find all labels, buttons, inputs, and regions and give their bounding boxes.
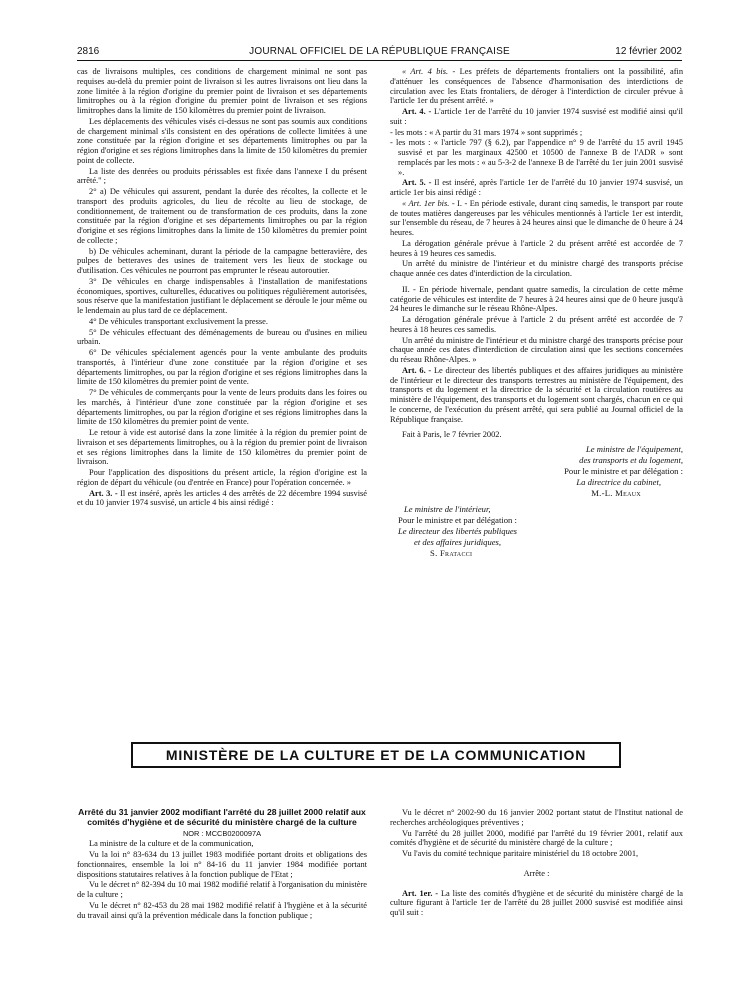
signatory-name: M.-L. Meaux: [591, 488, 641, 498]
paragraph: b) De véhicules acheminant, durant la période de la campagne betteravière, des pulpes de betteraves des usines de traitement vers les lieux de stockage ou d'utilisation. Ces véhicules ne pourront pas emprunter le réseau autoroutier.: [77, 246, 367, 275]
paragraph: 4° De véhicules transportant exclusivement la presse.: [89, 316, 268, 326]
ministry-banner: MINISTÈRE DE LA CULTURE ET DE LA COMMUNICATION: [131, 742, 621, 768]
signature-line: Le directeur des libertés publiques: [398, 526, 518, 536]
article-3: [77, 489, 367, 509]
header-rule: [77, 60, 682, 61]
article-label: Art. 3. -: [89, 488, 118, 498]
article-text: Le directeur des libertés publiques et des affaires juridiques au ministère de l'intérieur et le directeur des transports terrestres au ministère de l'équipement, des transports et du logement et la directrice de la sécurité et la circulation routières au ministère de l'équipement, des transports et du logement sont chargés, chacun en ce qui le concerne, de l'exécution du présent arrêté, qui sera publié au Journal officiel de la République française.: [390, 365, 684, 424]
signature-line: Le ministre de l'intérieur,: [404, 504, 491, 514]
signature-line: La directrice du cabinet,: [576, 477, 661, 487]
paragraph: 6° De véhicules spécialement agencés pour la vente ambulante des produits transportés, à l'intérieur d'une zone constituée par la région d'origine et ses départements limitrophes, ou par la région d'origine et ses régions limitrophes dans la limite de 150 kilomètres du premier point de vente.: [77, 348, 367, 387]
paragraph: Les déplacements des véhicules visés ci-dessus ne sont pas soumis aux conditions de chargement minimal s'ils consistent en des opérations de collecte limitées à une zone constituée par la région d'origine et ses départements limitrophes ou par la région d'origine et ses régions limitrophes dans la limite de 150 kilomètres du premier point de collecte.: [77, 116, 367, 165]
signature-line: des transports et du logement,: [579, 455, 683, 465]
article-5: [390, 178, 683, 198]
paragraph: II. - En période hivernale, pendant quatre samedis, la circulation de cette même catégorie de véhicules est interdite de 7 heures à 24 heures ainsi que de 0 heure jusqu'à 24 heures le dimanche sur le réseau Rhône-Alpes.: [390, 284, 683, 314]
decree-title: Arrêté du 31 janvier 2002 modifiant l'arrêté du 28 juillet 2000 relatif aux comités d'hygiène et de sécurité du ministère chargé de la culture: [78, 807, 366, 827]
signature-block-equipment: [390, 444, 683, 498]
paragraph: 3° De véhicules en charge indispensables à l'installation de manifestations économiques, sportives, culturelles, éducatives ou politiques régulièrement autorisées, sous réserve que la manifestation justifiant le déplacement se déroule le jour même ou le lendemain au plus tard de ce déplacement.: [77, 276, 367, 315]
journal-title: JOURNAL OFFICIEL DE LA RÉPUBLIQUE FRANÇAISE: [249, 46, 510, 57]
signing-place-date: Fait à Paris, le 7 février 2002.: [402, 430, 502, 440]
paragraph: 7° De véhicules de commerçants pour la vente de leurs produits dans les foires ou les marchés, à l'intérieur d'une zone constituée par la région d'origine et ses départements limitrophes, ou par la région d'origine et ses régions limitrophes dans la limite de 150 kilomètres du premier point de vente.: [77, 388, 367, 427]
paragraph: La liste des denrées ou produits périssables est fixée dans l'annexe I du présent arrêté." ;: [77, 166, 367, 186]
article-label: « Art. 1er bis.: [402, 198, 450, 208]
paragraph: Vu le décret n° 2002-90 du 16 janvier 2002 portant statut de l'Institut national de recherches archéologiques préventives ;: [390, 808, 683, 827]
article-text: L'article 1er de l'arrêté du 10 janvier 1974 susvisé est modifié ainsi qu'il suit :: [390, 107, 683, 126]
column-left-top: [77, 67, 367, 509]
paragraph: La dérogation générale prévue à l'article 2 du présent arrêté est accordée de 7 heures à 18 heures ces samedis.: [390, 315, 683, 334]
nor-reference: NOR : MCCB0200097A: [182, 828, 262, 838]
article-text: - I. - En période estivale, durant cinq samedis, le transport par route de toutes matières dangereuses par les véhicules mentionnés à l'article 1er est interdit, sur l'ensemble du réseau, de 7 heures à 24 heures ainsi que le dimanche de 0 heure à 24 heures.: [390, 198, 683, 237]
paragraph: Vu le décret n° 82-453 du 28 mai 1982 modifié relatif à l'hygiène et à la sécurité du travail ainsi qu'à la prévention médicale dans la fonction publique ;: [77, 900, 367, 920]
signature-line: Pour le ministre et par délégation :: [398, 515, 517, 525]
article-text: Il est inséré, après les articles 4 des arrêtés de 22 décembre 1994 susvisé et du 10 janvier 1974 susvisé, un article 4 bis ainsi rédigé :: [77, 488, 368, 508]
column-right-top: [390, 67, 683, 559]
article-text: La liste des comités d'hygiène et de sécurité du ministère chargé de la culture figurant à l'article 1er de l'arrêté du 28 juillet 2000 susvisé est modifiée ainsi qu'il suit :: [390, 888, 683, 917]
paragraph: Un arrêté du ministre de l'intérieur et du ministre chargé des transports précise pour chaque année ces dates d'interdiction de circulation ainsi que les sections concernées du réseau Rhône-Alpes. »: [390, 335, 683, 364]
page-number: 2816: [77, 46, 100, 57]
article-text: Il est inséré, après l'article 1er de l'arrêté du 10 janvier 1974 susvisé, un article 1er bis ainsi rédigé :: [390, 178, 683, 197]
paragraph: Pour l'application des dispositions du présent article, la région d'origine est la région de départ du véhicule (ou d'entrée en France) pour l'opération concernée. »: [77, 468, 367, 487]
paragraph: Le retour à vide est autorisé dans la zone limitée à la région du premier point de livraison et ses départements limitrophes, ou à la région du premier point de livraison et ses régions limitrophes dans la limite de 150 kilomètres du premier point de livraison.: [77, 428, 367, 467]
article-4bis: [390, 67, 683, 106]
paragraph: Vu la loi n° 83-634 du 13 juillet 1983 modifiée portant droits et obligations des fonctionnaires, ensemble la loi n° 84-16 du 11 janvier 1984 modifiée portant dispositions statutaires relatives à la fonction publique de l'Etat ;: [77, 850, 367, 879]
article-1bis: [390, 199, 683, 238]
paragraph: Vu le décret n° 82-394 du 10 mai 1982 modifié relatif à l'organisation du ministère de la culture ;: [77, 880, 367, 900]
article-1: [390, 889, 683, 918]
signature-line: et des affaires juridiques,: [414, 537, 502, 547]
column-right-bottom: [390, 808, 683, 919]
paragraph: 2° a) De véhicules qui assurent, pendant la durée des récoltes, la collecte et le transport des produits agricoles, du lieu de récolte au lieu de stockage, de conditionnement, de traitement ou de transformation de ces produits, dans la zone constituée par la région d'origine et ses départements limitrophes ou par la région d'origine et ses régions limitrophes dans la limite de 150 kilomètres du premier point de collecte ;: [77, 187, 367, 245]
paragraph: 5° De véhicules effectuant des déménagements de bureau ou d'usines en milieu urbain.: [77, 327, 367, 347]
article-label: Art. 6. -: [402, 365, 432, 375]
paragraph: Vu l'avis du comité technique paritaire ministériel du 18 octobre 2001,: [402, 849, 639, 858]
list-item: - les mots : « l'article 797 (§ 6.2), par l'appendice n° 9 de l'arrêté du 15 avril 1945 susvisé et par les marginaux 42500 et 10500 de l'annexe B de l'ADR » sont remplacés par les mots : « au 5-3-2 de l'annexe B de l'arrêté du 1er juin 2001 susvisé ».: [390, 138, 683, 177]
article-label: Art. 5. -: [402, 178, 432, 188]
list-item: - les mots : « A partir du 31 mars 1974 » sont supprimés ;: [390, 127, 583, 137]
article-4: [390, 107, 683, 127]
issue-date: 12 février 2002: [615, 46, 682, 57]
article-6: [390, 366, 683, 425]
article-label: Art. 1er. -: [402, 888, 439, 898]
paragraph: Un arrêté du ministre de l'intérieur et du ministre chargé des transports précise chaque année ces dates d'interdiction de la circulation.: [390, 259, 683, 278]
article-label: « Art. 4 bis.: [402, 67, 449, 76]
signature-block-interior: [390, 504, 683, 558]
column-left-bottom: [77, 808, 367, 921]
article-text: - Les préfets de départements frontaliers ont la possibilité, afin d'atténuer les conséquences de l'absence d'harmonisation des interdictions de circulation avec les Etats frontaliers, de déroger à l'interdiction de circuler prévue à l'article 1er du présent arrêté. »: [390, 67, 684, 106]
arrete-heading: Arrête :: [523, 868, 550, 878]
signatory-name: S. Fratacci: [430, 548, 473, 558]
paragraph: Vu l'arrêté du 28 juillet 2000, modifié par l'arrêté du 19 février 2001, relatif aux comités d'hygiène et de sécurité du ministère chargé de la culture ;: [390, 828, 683, 848]
paragraph: La dérogation générale prévue à l'article 2 du présent arrêté est accordée de 7 heures à 19 heures ces samedis.: [390, 238, 683, 258]
paragraph: La ministre de la culture et de la communication,: [89, 839, 254, 849]
page-header: [77, 46, 682, 60]
signature-line: Le ministre de l'équipement,: [586, 444, 683, 454]
signature-line: Pour le ministre et par délégation :: [564, 466, 683, 476]
article-label: Art. 4. -: [402, 107, 432, 116]
paragraph: cas de livraisons multiples, ces conditions de chargement minimal ne sont pas requises au-delà du premier point de livraison si les autres livraisons ont lieu dans la zone limitée à la région d'origine du premier point de livraison et ses départements limitrophes ou à la région d'origine du premier point de livraison et ses régions limitrophes dans la limite de 150 kilomètres du premier point de livraison.: [77, 67, 367, 115]
